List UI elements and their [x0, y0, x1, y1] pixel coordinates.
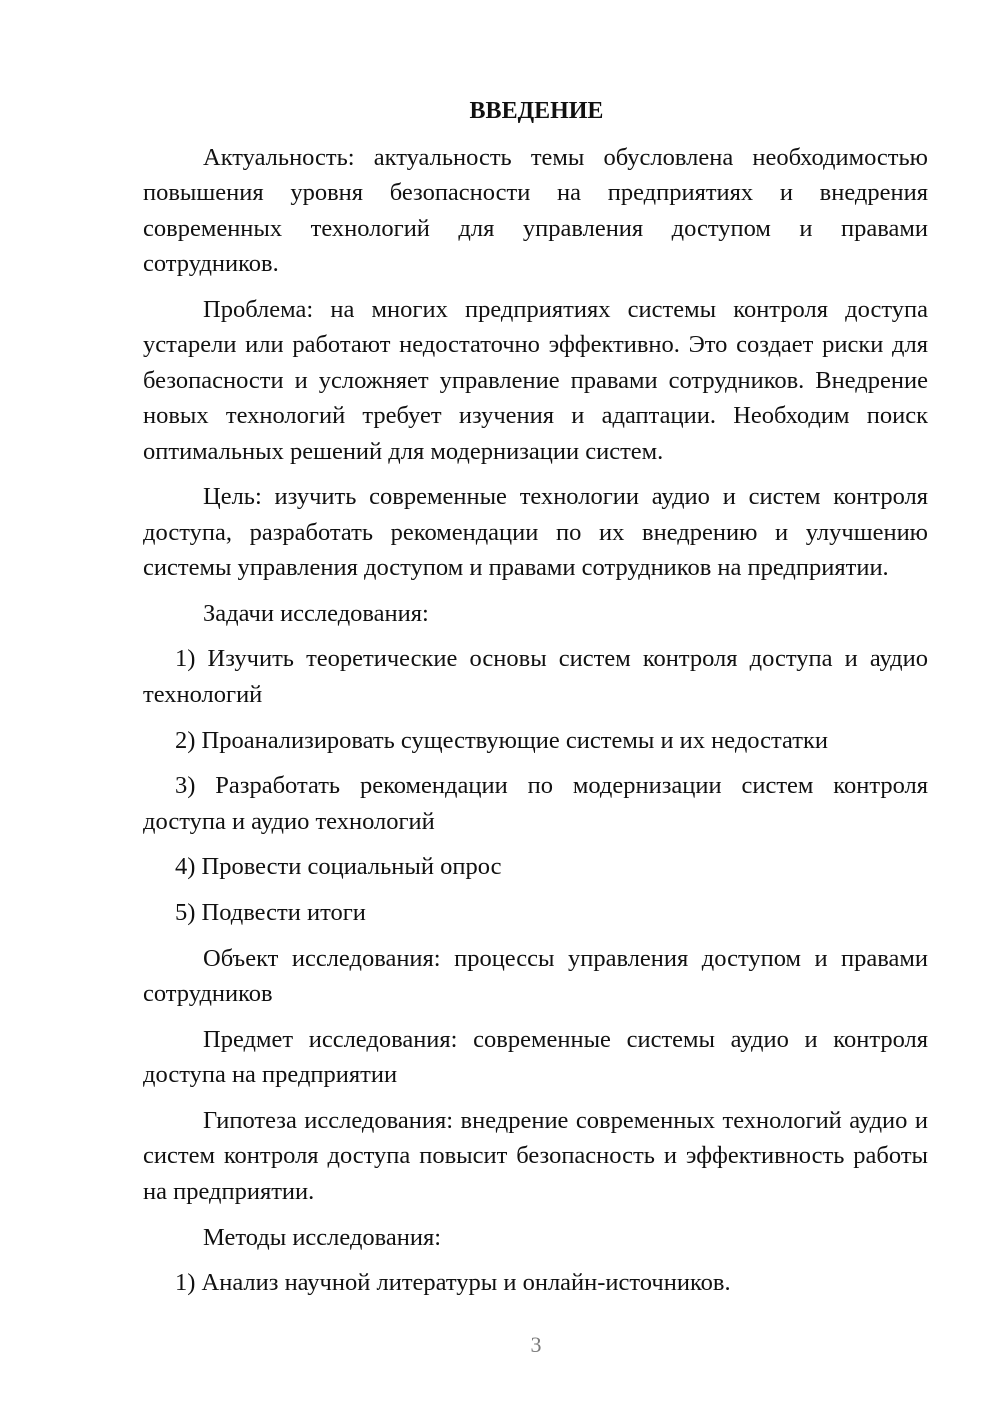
list-item-task-1: 1) Изучить теоретические основы систем контроля доступа и аудио технологий — [143, 645, 928, 708]
list-item-task-5: 5) Подвести итоги — [175, 899, 366, 927]
section-title: ВВЕДЕНИЕ — [469, 98, 604, 124]
list-item-method-1: 1) Анализ научной литературы и онлайн-источников. — [175, 1269, 731, 1297]
paragraph-goal: Цель: изучить современные технологии аудио и систем контроля доступа, разработать рекомендации по их внедрению и улучшению системы управления доступом и правами сотрудников на предприятии. — [143, 483, 928, 582]
paragraph-subject: Предмет исследования: современные системы аудио и контроля доступа на предприятии — [143, 1025, 928, 1089]
list-item-task-3: 3) Разработать рекомендации по модернизации систем контроля доступа и аудио технологий — [143, 772, 928, 835]
paragraph-methods-heading: Методы исследования: — [203, 1223, 442, 1251]
paragraph-object: Объект исследования: процессы управления доступом и правами сотрудников — [143, 944, 928, 1008]
paragraph-hypothesis: Гипотеза исследования: внедрение современных технологий аудио и систем контроля доступа повысит безопасность и эффективность работы на предприятии. — [143, 1107, 928, 1205]
paragraph-problem: Проблема: на многих предприятиях системы контроля доступа устарели или работают недостаточно эффективно. Это создает риски для безопасности и усложняет управление правами сотрудников. Внедрение новых технологий требует изучения и адаптации. Необходим поиск оптимальных решений для модернизации систем. — [143, 295, 928, 465]
paragraph-tasks-heading: Задачи исследования: — [203, 599, 429, 627]
page-content — [143, 94, 928, 1311]
list-item-task-2: 2) Проанализировать существующие системы и их недостатки — [175, 726, 828, 754]
page-number: 3 — [530, 1332, 542, 1357]
list-item-task-4: 4) Провести социальный опрос — [175, 853, 502, 881]
paragraph-relevance: Актуальность: актуальность темы обусловлена необходимостью повышения уровня безопасности на предприятиях и внедрения современных технологий для управления доступом и правами сотрудников. — [143, 144, 928, 278]
